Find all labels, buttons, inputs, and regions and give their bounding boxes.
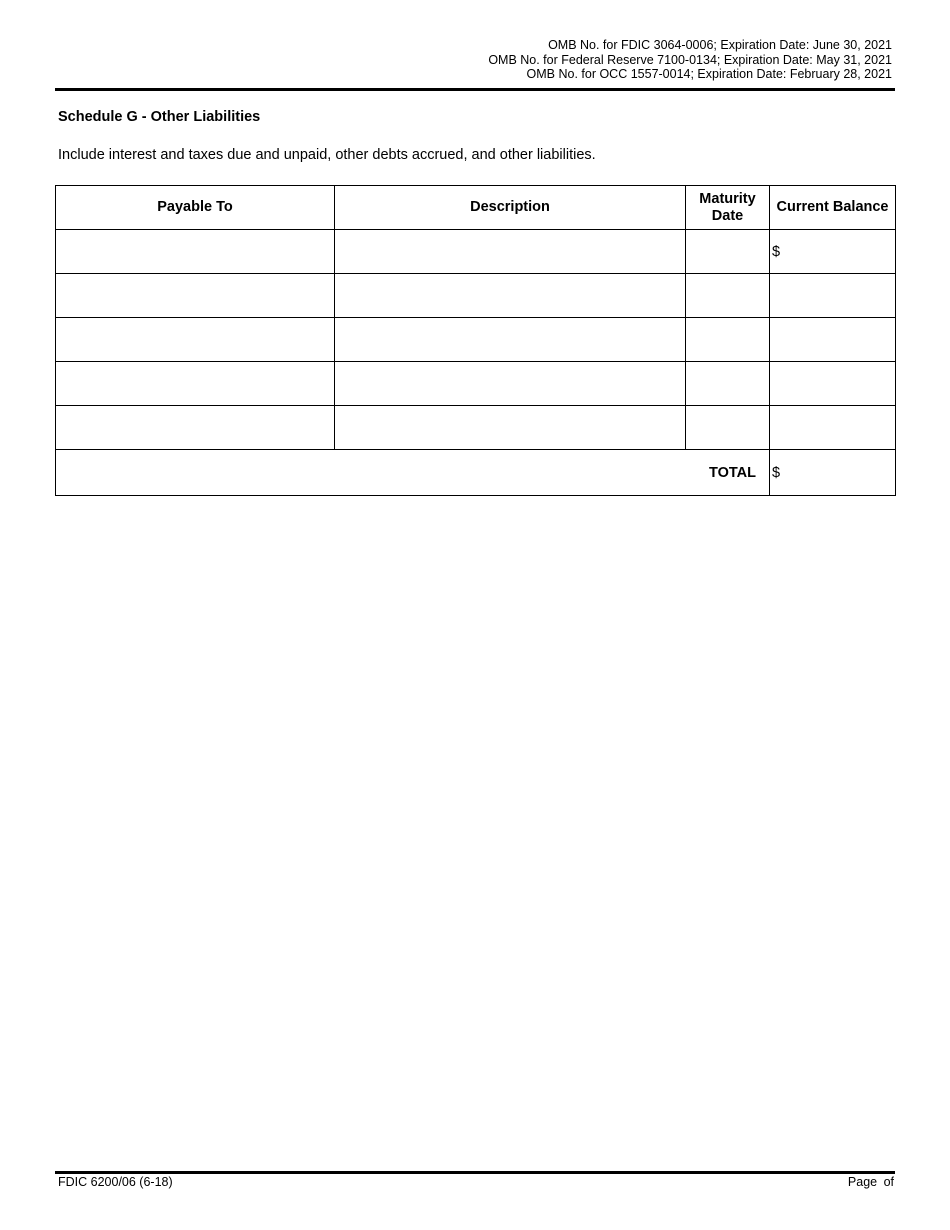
payable-to-field[interactable] [56,362,335,406]
schedule-instructions: Include interest and taxes due and unpaid, other debts accrued, and other liabilities. [58,147,596,163]
maturity-date-field[interactable] [686,406,770,450]
description-field[interactable] [335,230,686,274]
payable-to-field[interactable] [56,274,335,318]
maturity-date-header-line1: Maturity [699,190,756,207]
maturity-date-field[interactable] [686,362,770,406]
table-row [56,318,896,362]
total-label: TOTAL [56,450,770,496]
column-header-description: Description [335,186,686,230]
omb-line-federal-reserve: OMB No. for Federal Reserve 7100-0134; Expiration Date: May 31, 2021 [488,52,892,67]
footer-divider [55,1171,895,1174]
current-balance-field[interactable] [770,318,896,362]
payable-to-field[interactable] [56,318,335,362]
maturity-date-header-line2: Date [711,207,744,224]
column-header-current-balance: Current Balance [770,186,896,230]
schedule-title: Schedule G - Other Liabilities [58,109,261,125]
other-liabilities-table [55,185,896,496]
current-balance-field[interactable] [770,406,896,450]
description-field[interactable] [335,274,686,318]
maturity-date-field[interactable] [686,274,770,318]
current-balance-field[interactable] [770,362,896,406]
total-row [56,450,896,496]
payable-to-field[interactable] [56,406,335,450]
currency-symbol: $ [772,243,781,260]
current-balance-field[interactable] [770,230,896,274]
table-header-row [56,186,896,230]
page-number-label: Page of [847,1175,894,1189]
omb-line-fdic: OMB No. for FDIC 3064-0006; Expiration Date: June 30, 2021 [548,38,892,52]
omb-line-occ: OMB No. for OCC 1557-0014; Expiration Date: February 28, 2021 [526,67,892,81]
table-row [56,362,896,406]
current-balance-field[interactable] [770,274,896,318]
total-currency-symbol: $ [772,464,781,481]
omb-info-block [488,38,892,82]
column-header-payable-to: Payable To [56,186,335,230]
table-row [56,230,896,274]
table-row [56,274,896,318]
description-field[interactable] [335,318,686,362]
column-header-maturity-date [686,186,770,230]
maturity-date-field[interactable] [686,318,770,362]
form-number: FDIC 6200/06 (6-18) [58,1175,173,1189]
total-balance-field[interactable] [770,450,896,496]
maturity-date-field[interactable] [686,230,770,274]
payable-to-field[interactable] [56,230,335,274]
description-field[interactable] [335,406,686,450]
header-divider [55,88,895,91]
table-row [56,406,896,450]
description-field[interactable] [335,362,686,406]
